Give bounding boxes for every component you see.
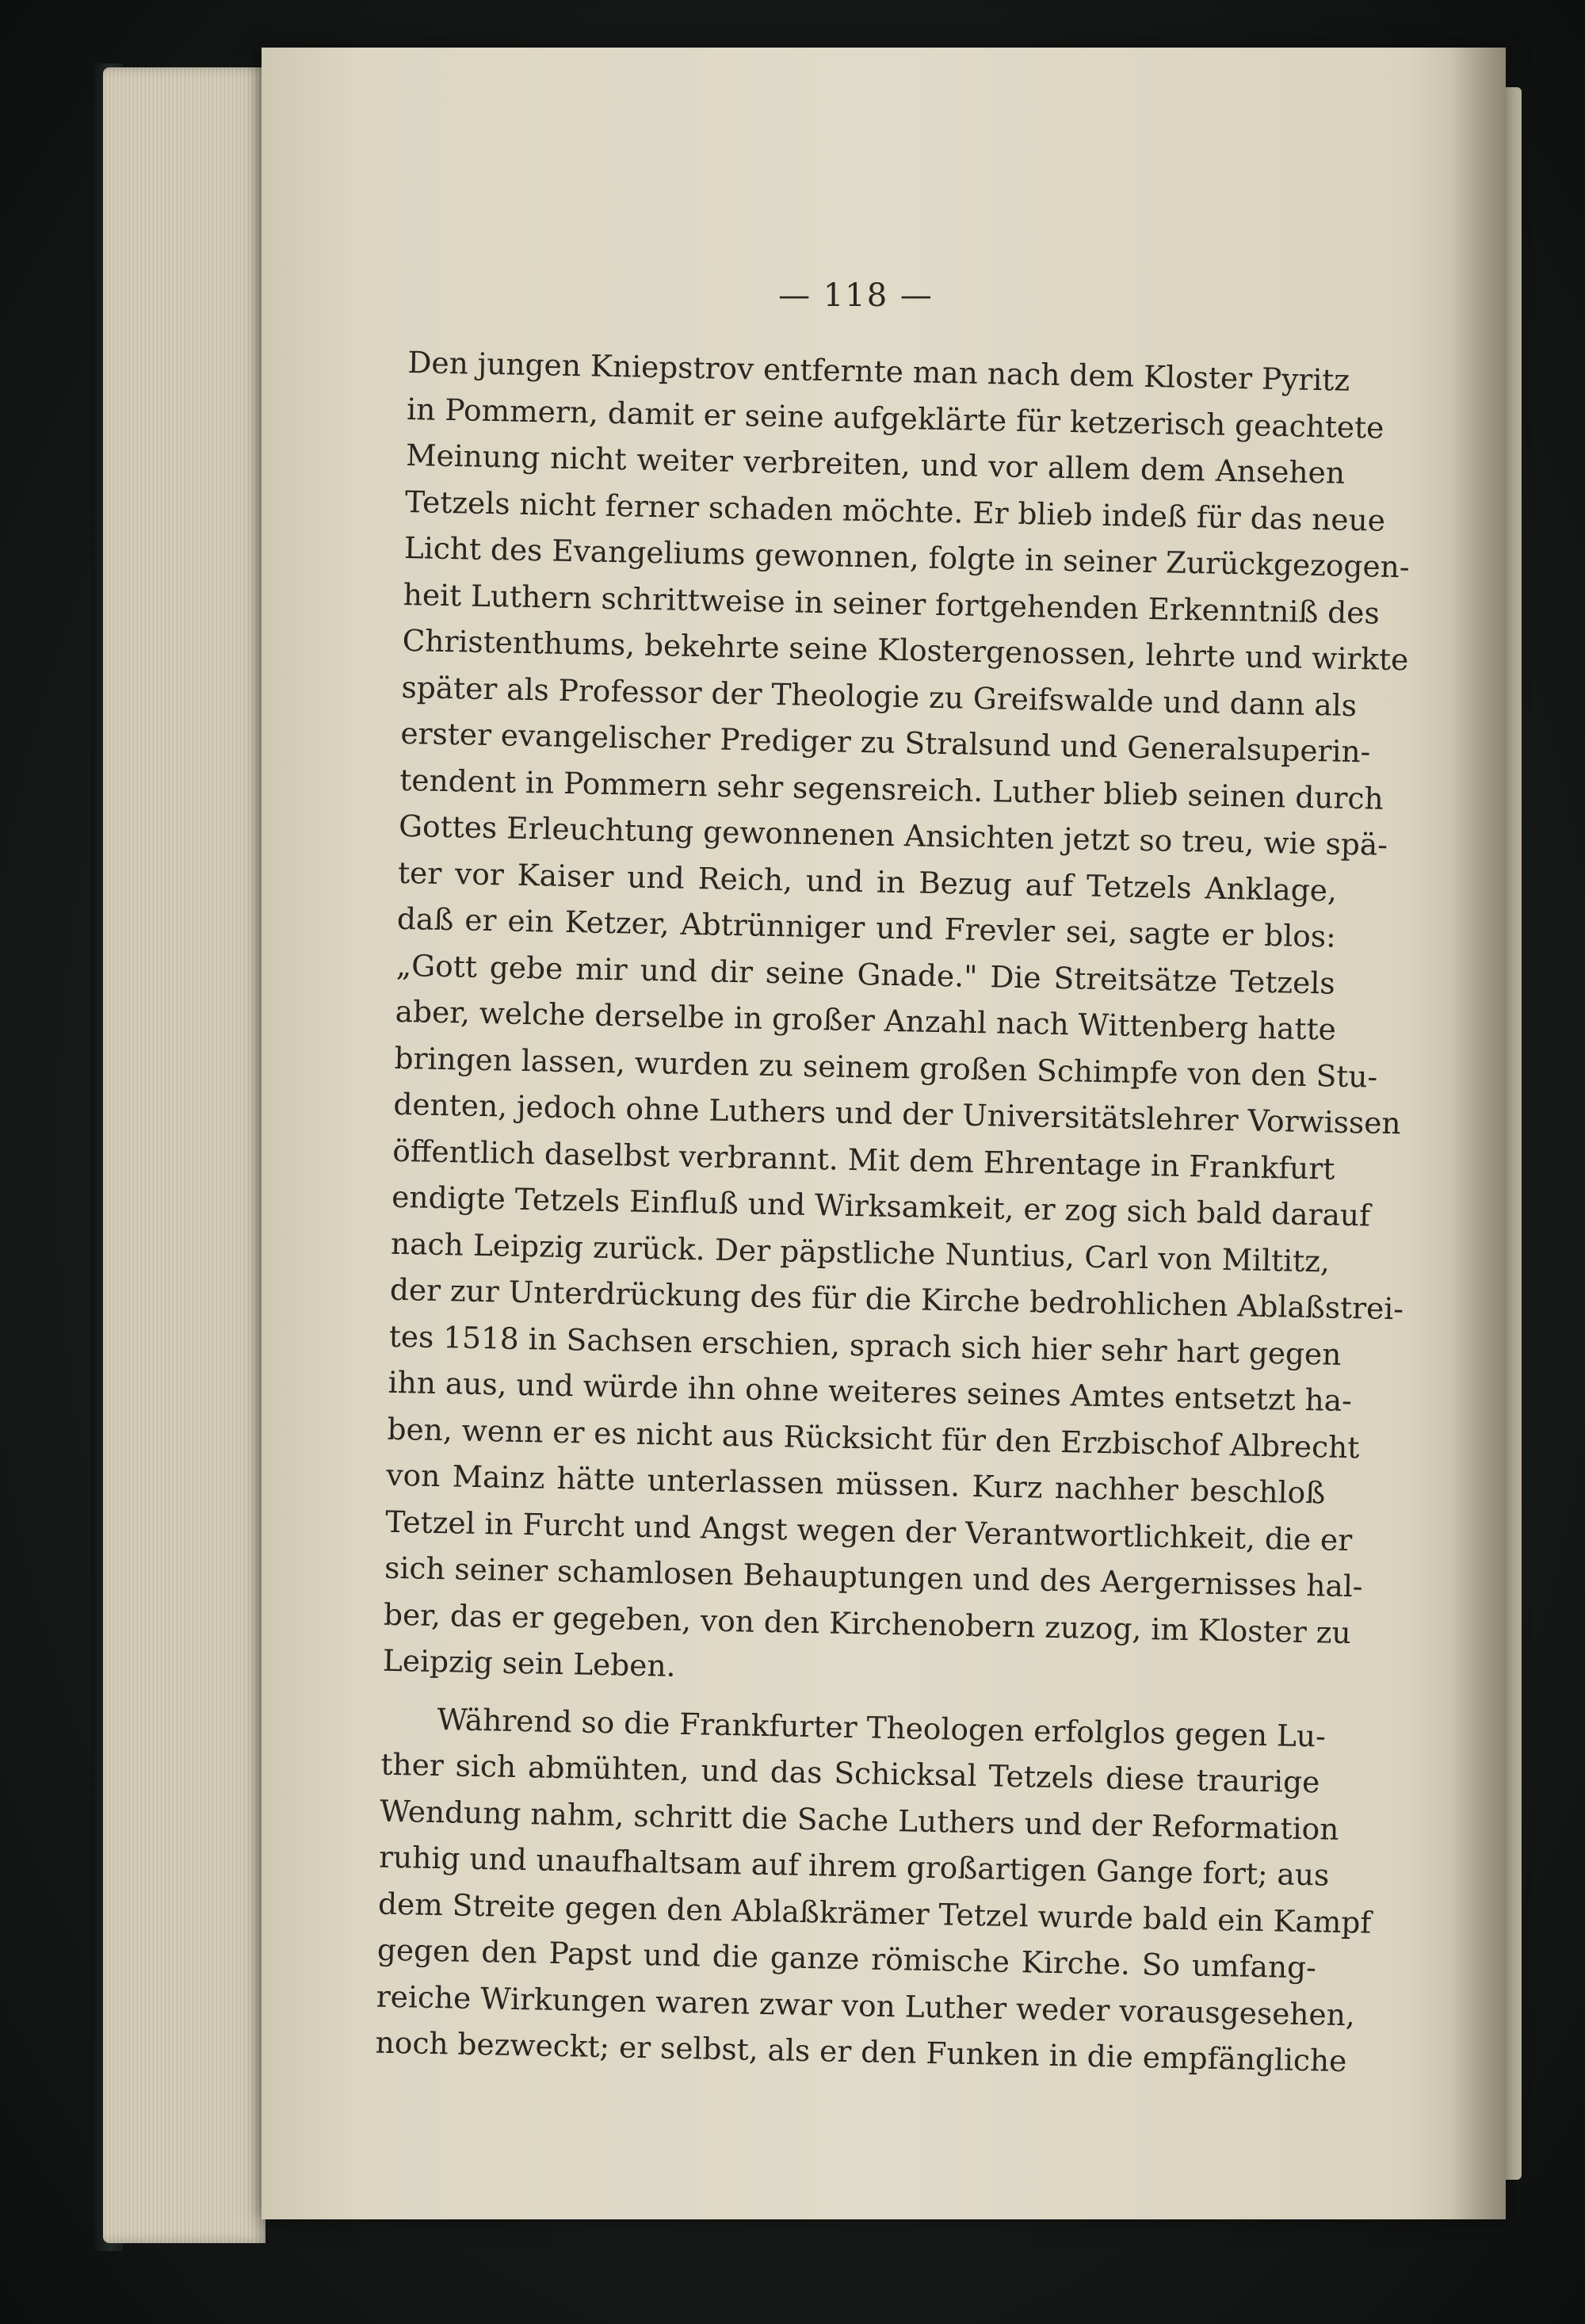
text-line: der zur Unterdrückung des für die Kirche bedrohlichen Ablaßstrei- [389, 1271, 1404, 1327]
text-line: tes 1518 in Sachsen erschien, sprach sich hier sehr hart gegen [388, 1318, 1342, 1372]
text-line: „Gott gebe mir und dir seine Gnade." Die Streitsätze Tetzels [395, 947, 1336, 1001]
text-line: Während so die Frankfurter Theologen erfolglos gegen Lu- [437, 1701, 1327, 1754]
text-line: endigte Tetzels Einfluß und Wirksamkeit, er zog sich bald darauf [391, 1179, 1371, 1233]
text-line: erster evangelischer Prediger zu Stralsund und Generalsuperin- [400, 715, 1371, 770]
text-line: Den jungen Kniepstrov entfernte man nach dem Kloster Pyritz [407, 344, 1350, 398]
text-line: denten, jedoch ohne Luthers und der Universitätslehrer Vorwissen [393, 1086, 1401, 1141]
text-line: ber, das er gegeben, von den Kirchenobern zuzog, im Kloster zu [383, 1596, 1352, 1650]
text-line: Wendung nahm, schritt die Sache Luthers und der Reformation [379, 1793, 1339, 1847]
text-line: noch bezweckt; er selbst, als er den Funken in die empfängliche [375, 2024, 1347, 2079]
page-number: — 118 — [778, 277, 934, 314]
text-line: ruhig und unaufhaltsam auf ihrem großartigen Gange fort; aus [378, 1839, 1330, 1893]
text-line: ther sich abmühten, und das Schicksal Tetzels diese traurige [380, 1746, 1320, 1800]
text-line: Tetzels nicht ferner schaden möchte. Er blieb indeß für das neue [404, 484, 1386, 538]
text-line: dem Streite gegen den Ablaßkrämer Tetzel wurde bald ein Kampf [377, 1886, 1372, 1940]
text-line: Meinung nicht weiter verbreiten, und vor allem dem Ansehen [405, 437, 1346, 491]
text-line: öffentlich daselbst verbrannt. Mit dem Ehrentage in Frankfurt [391, 1133, 1335, 1187]
text-line: daß er ein Ketzer, Abtrünniger und Frevler sei, sagte er blos: [396, 900, 1337, 954]
text-line: in Pommern, damit er seine aufgeklärte für ketzerisch geachtete [406, 391, 1384, 445]
text-line: später als Professor der Theologie zu Greifswalde und dann als [401, 669, 1358, 723]
text-line: ihn aus, und würde ihn ohne weiteres seines Amtes entsetzt ha- [388, 1364, 1353, 1419]
paragraph [375, 1695, 1372, 2084]
paragraph [382, 339, 1410, 1702]
text-line: heit Luthern schrittweise in seiner fortgehenden Erkenntniß des [403, 576, 1381, 631]
text-line: Gottes Erleuchtung gewonnenen Ansichten jetzt so treu, wie spä- [398, 808, 1388, 862]
text-line: ben, wenn er es nicht aus Rücksicht für den Erzbischof Albrecht [387, 1411, 1360, 1465]
text-line: Christenthums, bekehrte seine Klostergenossen, lehrte und wirkte [402, 622, 1409, 678]
text-line: Leipzig sein Leben. [382, 1642, 676, 1684]
text-line: tendent in Pommern sehr segensreich. Luther blieb seinen durch [399, 762, 1384, 816]
text-line: von Mainz hätte unterlassen müssen. Kurz nachher beschloß [386, 1457, 1326, 1511]
page-body-text [375, 339, 1410, 2084]
text-line: sich seiner schamlosen Behauptungen und des Aergernisses hal- [384, 1550, 1363, 1604]
page-stack-edge [103, 67, 265, 2243]
text-line: Licht des Evangeliums gewonnen, folgte in seiner Zurückgezogen- [403, 529, 1410, 585]
text-line: nach Leipzig zurück. Der päpstliche Nuntius, Carl von Miltitz, [390, 1225, 1331, 1279]
text-line: Tetzel in Furcht und Angst wegen der Verantwortlichkeit, die er [384, 1504, 1353, 1558]
text-line: reiche Wirkungen waren zwar von Luther weder vorausgesehen, [376, 1978, 1356, 2032]
text-line: aber, welche derselbe in großer Anzahl nach Wittenberg hatte [395, 993, 1337, 1047]
gutter-shadow [1450, 48, 1506, 2219]
text-line: ter vor Kaiser und Reich, und in Bezug auf Tetzels Anklage, [397, 854, 1338, 908]
text-line: gegen den Papst und die ganze römische Kirche. So umfang- [376, 1932, 1317, 1986]
book-page [262, 48, 1506, 2219]
text-line: bringen lassen, wurden zu seinem großen Schimpfe von den Stu- [394, 1040, 1378, 1095]
